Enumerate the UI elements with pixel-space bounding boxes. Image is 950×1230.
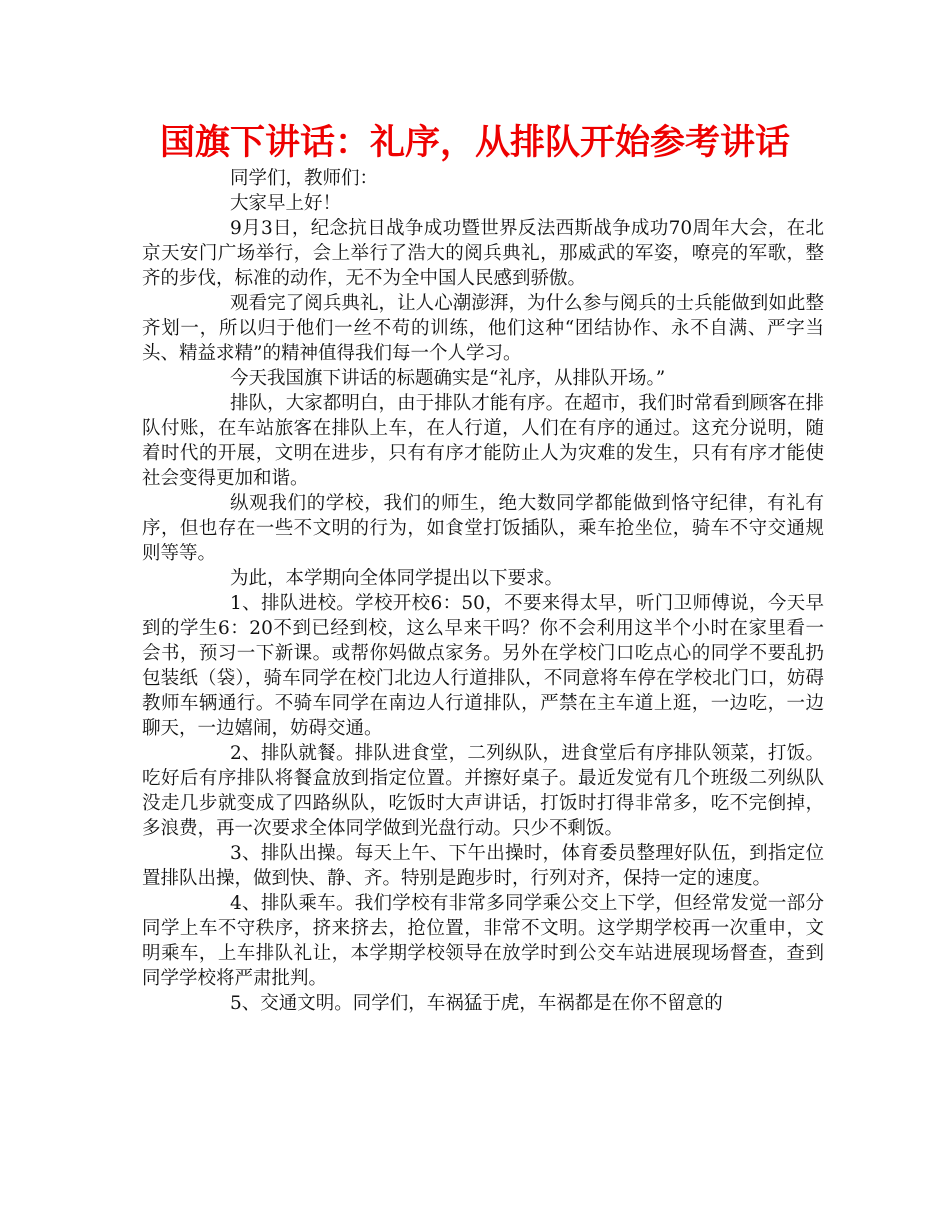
body-paragraph: 今天我国旗下讲话的标题确实是“礼序，从排队开场。” [230,368,666,389]
document-title: 国旗下讲话：礼序，从排队开始参考讲话 [159,123,790,163]
body-paragraph: 观看完了阅兵典礼，让人心潮澎湃，为什么参与阅兵的士兵能做到如此整齐划一，所以归于他们一丝不苟的训练，他们这种“团结协作、永不自满、严字当头、精益求精”的精神值得我们每一个人学习。 [142,293,824,364]
greeting-line: 大家早上好！ [230,193,342,214]
body-paragraph: 排队，大家都明白，由于排队才能有序。在超市，我们时常看到顾客在排队付账，在车站旅客在排队上车，在人行道，人们在有序的通过。这充分说明，随着时代的开展，文明在进步，只有有序才能防止人为灾难的发生，只有有序才能使社会变得更加和谐。 [142,393,824,489]
document-body [142,166,824,1016]
greeting-line: 同学们，教师们： [230,168,379,189]
body-paragraph: 2、排队就餐。排队进食堂，二列纵队，进食堂后有序排队领菜，打饭。吃好后有序排队将餐盒放到指定位置。并擦好桌子。最近发觉有几个班级二列纵队没走几步就变成了四路纵队，吃饭时大声讲话，打饭时打得非常多，吃不完倒掉，多浪费，再一次要求全体同学做到光盘行动。只少不剩饭。 [142,743,824,839]
body-paragraph: 4、排队乘车。我们学校有非常多同学乘公交上下学，但经常发觉一部分同学上车不守秩序，挤来挤去，抢位置，非常不文明。这学期学校再一次重申，文明乘车，上车排队礼让，本学期学校领导在放学时到公交车站进展现场督查，查到同学学校将严肃批判。 [142,893,824,989]
body-paragraph: 为此，本学期向全体同学提出以下要求。 [230,568,564,589]
body-paragraph: 1、排队进校。学校开校6：50，不要来得太早，听门卫师傅说，今天早到的学生6：20不到已经到校，这么早来干吗？你不会利用这半个小时在家里看一会书，预习一下新课。或帮你妈做点家务。另外在学校门口吃点心的同学不要乱扔包装纸（袋），骑车同学在校门北边人行道排队，不同意将车停在学校北门口，妨碍教师车辆通行。不骑车同学在南边人行道排队，严禁在主车道上逛，一边吃，一边聊天，一边嬉闹，妨碍交通。 [142,593,824,739]
body-paragraph: 3、排队出操。每天上午、下午出操时，体育委员整理好队伍，到指定位置排队出操，做到快、静、齐。特别是跑步时，行列对齐，保持一定的速度。 [142,843,824,889]
body-paragraph: 纵观我们的学校，我们的师生，绝大数同学都能做到恪守纪律，有礼有序，但也存在一些不文明的行为，如食堂打饭插队，乘车抢坐位，骑车不守交通规则等等。 [142,493,824,564]
body-paragraph: 9月3日，纪念抗日战争成功暨世界反法西斯战争成功70周年大会，在北京天安门广场举行，会上举行了浩大的阅兵典礼，那威武的军姿，嘹亮的军歌，整齐的步伐，标准的动作，无不为全中国人民感到骄傲。 [142,218,824,289]
body-paragraph: 5、交通文明。同学们，车祸猛于虎，车祸都是在你不留意的 [230,993,723,1014]
